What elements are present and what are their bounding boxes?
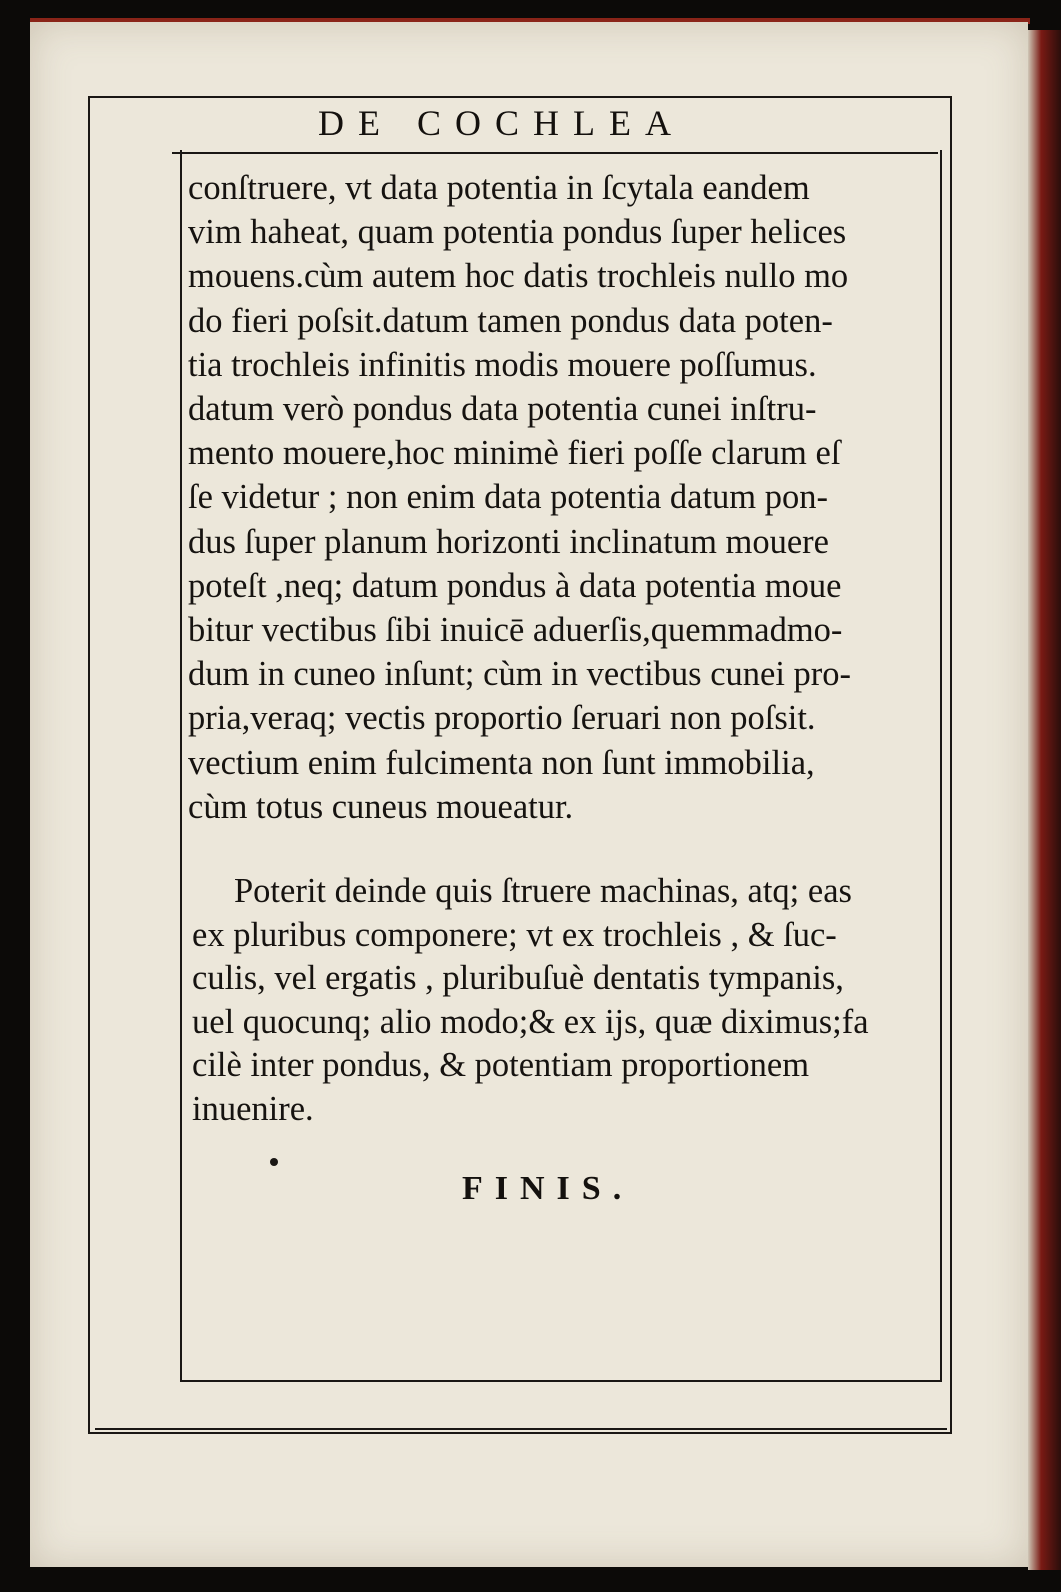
ink-dot xyxy=(270,1158,278,1166)
text-line: vim haheat, quam potentia pondus ſuper helices xyxy=(188,213,847,252)
text-line: mento mouere,hoc minimè fieri poſſe clarum eſ xyxy=(188,434,841,473)
text-line: Poterit deinde quis ſtruere machinas, atq; eas xyxy=(234,872,852,910)
book-fore-edge xyxy=(1028,30,1061,1570)
text-line: ex pluribus componere; vt ex trochleis , & ſuc- xyxy=(192,915,837,954)
finis-heading: FINIS. xyxy=(462,1170,634,1207)
main-paragraph xyxy=(188,166,928,829)
text-line: cùm totus cuneus moueatur. xyxy=(188,787,574,826)
text-line: tia trochleis infinitis modis mouere poſſumus. xyxy=(188,345,817,384)
text-line: ſe videtur ; non enim data potentia datum pon- xyxy=(188,478,829,517)
text-line: pria,veraq; vectis proportio ſeruari non poſsit. xyxy=(188,699,816,738)
second-paragraph xyxy=(192,870,932,1132)
text-line: bitur vectibus ſibi inuicē aduerſis,quemmadmo- xyxy=(188,611,843,650)
text-line: uel quocunq; alio modo;& ex ijs, quæ diximus;fa xyxy=(192,1002,869,1041)
running-head: DE COCHLEA xyxy=(318,103,685,143)
text-line: cilè inter pondus, & potentiam proportionem xyxy=(192,1046,810,1085)
text-line: dum in cuneo inſunt; cùm in vectibus cunei pro- xyxy=(188,655,852,694)
text-line: culis, vel ergatis , pluribuſuè dentatis tympanis, xyxy=(192,959,844,998)
text-line: dus ſuper planum horizonti inclinatum mouere xyxy=(188,522,829,561)
text-line: mouens.cùm autem hoc datis trochleis nullo mo xyxy=(188,257,849,296)
text-line: vectium enim fulcimenta non ſunt immobilia, xyxy=(188,743,815,782)
bottom-rule xyxy=(95,1428,947,1430)
text-line: conſtruere, vt data potentia in ſcytala eandem xyxy=(188,169,810,207)
text-line: do fieri poſsit.datum tamen pondus data poten- xyxy=(188,301,833,340)
text-line: inuenire. xyxy=(192,1089,314,1128)
text-line: datum verò pondus data potentia cunei inſtru- xyxy=(188,390,817,429)
text-line: poteſt ,neq; datum pondus à data potentia moue xyxy=(188,566,842,605)
